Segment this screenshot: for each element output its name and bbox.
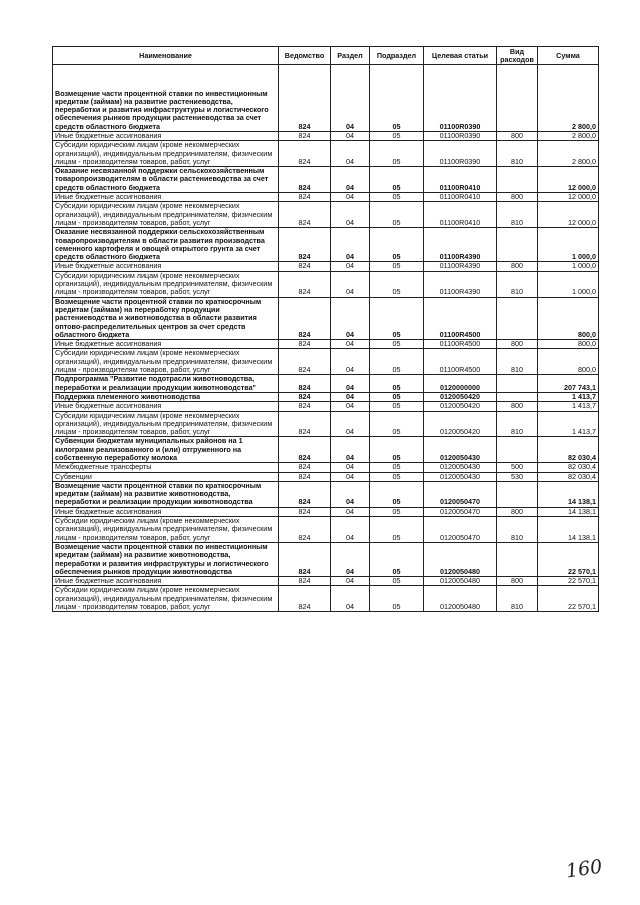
cell-name: Возмещение части процентной ставки по инвестиционным кредитам (займам) на развитие животноводства, переработки и развития инфраструктуры и логистического обеспечения рынков продукции животноводства xyxy=(53,542,279,576)
table-row xyxy=(53,65,599,132)
cell-target: 0120050470 xyxy=(424,481,497,507)
cell-target: 0120050420 xyxy=(424,411,497,437)
cell-target: 0120050470 xyxy=(424,507,497,516)
cell-dept: 824 xyxy=(279,437,331,463)
cell-target: 01100R4500 xyxy=(424,340,497,349)
cell-dept: 824 xyxy=(279,542,331,576)
cell-target: 0120050420 xyxy=(424,392,497,401)
cell-sum: 1 413,7 xyxy=(538,402,599,411)
cell-name: Субсидии юридическим лицам (кроме некоммерческих организаций), индивидуальным предпринимателям, физическим лицам - производителям товаров, работ, услуг xyxy=(53,411,279,437)
cell-dept: 824 xyxy=(279,340,331,349)
cell-name: Субвенции xyxy=(53,472,279,481)
cell-section: 04 xyxy=(331,392,370,401)
table-row xyxy=(53,271,599,297)
table-row xyxy=(53,392,599,401)
cell-section: 04 xyxy=(331,340,370,349)
table-row xyxy=(53,517,599,543)
cell-expense xyxy=(497,297,538,339)
cell-subsection: 05 xyxy=(370,542,424,576)
cell-section: 04 xyxy=(331,349,370,375)
cell-subsection: 05 xyxy=(370,586,424,612)
cell-dept: 824 xyxy=(279,507,331,516)
cell-section: 04 xyxy=(331,437,370,463)
cell-section: 04 xyxy=(331,65,370,132)
cell-target: 0120050480 xyxy=(424,577,497,586)
table-body xyxy=(53,65,599,612)
cell-name: Оказание несвязанной поддержки сельскохозяйственным товаропроизводителям в области развития производства семенного картофеля и овощей открытого грунта за счет средств областного бюджета xyxy=(53,228,279,262)
cell-dept: 824 xyxy=(279,141,331,167)
cell-subsection: 05 xyxy=(370,472,424,481)
header-name: Наименование xyxy=(53,47,279,65)
cell-dept: 824 xyxy=(279,202,331,228)
cell-expense xyxy=(497,542,538,576)
cell-expense: 800 xyxy=(497,262,538,271)
cell-target: 0120050430 xyxy=(424,463,497,472)
cell-section: 04 xyxy=(331,542,370,576)
cell-sum: 2 800,0 xyxy=(538,141,599,167)
table-header-row xyxy=(53,47,599,65)
cell-subsection: 05 xyxy=(370,167,424,193)
cell-target: 0120050470 xyxy=(424,517,497,543)
cell-target: 0120050430 xyxy=(424,437,497,463)
cell-dept: 824 xyxy=(279,481,331,507)
cell-name: Субсидии юридическим лицам (кроме некоммерческих организаций), индивидуальным предпринимателям, физическим лицам - производителям товаров, работ, услуг xyxy=(53,202,279,228)
cell-section: 04 xyxy=(331,375,370,393)
table-row xyxy=(53,262,599,271)
cell-section: 04 xyxy=(331,507,370,516)
cell-section: 04 xyxy=(331,193,370,202)
table-row xyxy=(53,141,599,167)
cell-target: 01100R0390 xyxy=(424,141,497,167)
cell-expense: 800 xyxy=(497,340,538,349)
cell-section: 04 xyxy=(331,577,370,586)
cell-section: 04 xyxy=(331,517,370,543)
table-row xyxy=(53,481,599,507)
cell-dept: 824 xyxy=(279,517,331,543)
cell-dept: 824 xyxy=(279,193,331,202)
table-row xyxy=(53,507,599,516)
table-row xyxy=(53,472,599,481)
cell-subsection: 05 xyxy=(370,437,424,463)
cell-expense: 800 xyxy=(497,132,538,141)
cell-name: Оказание несвязанной поддержки сельскохозяйственным товаропроизводителям в области растениеводства за счет средств областного бюджета xyxy=(53,167,279,193)
table-row xyxy=(53,167,599,193)
cell-expense: 810 xyxy=(497,141,538,167)
table-row xyxy=(53,402,599,411)
cell-name: Иные бюджетные ассигнования xyxy=(53,402,279,411)
cell-name: Субсидии юридическим лицам (кроме некоммерческих организаций), индивидуальным предпринимателям, физическим лицам - производителям товаров, работ, услуг xyxy=(53,586,279,612)
cell-subsection: 05 xyxy=(370,262,424,271)
cell-subsection: 05 xyxy=(370,411,424,437)
cell-target: 0120050480 xyxy=(424,542,497,576)
cell-name: Поддержка племенного животноводства xyxy=(53,392,279,401)
cell-name: Иные бюджетные ассигнования xyxy=(53,507,279,516)
cell-subsection: 05 xyxy=(370,202,424,228)
cell-subsection: 05 xyxy=(370,340,424,349)
cell-expense: 800 xyxy=(497,193,538,202)
cell-section: 04 xyxy=(331,262,370,271)
header-target: Целевая статьи xyxy=(424,47,497,65)
cell-dept: 824 xyxy=(279,132,331,141)
cell-section: 04 xyxy=(331,271,370,297)
cell-section: 04 xyxy=(331,202,370,228)
cell-section: 04 xyxy=(331,132,370,141)
cell-name: Возмещение части процентной ставки по краткосрочным кредитам (займам) на развитие животноводства, переработки и реализации продукции животноводства xyxy=(53,481,279,507)
table-row xyxy=(53,340,599,349)
table-row xyxy=(53,586,599,612)
cell-sum: 207 743,1 xyxy=(538,375,599,393)
cell-sum: 12 000,0 xyxy=(538,167,599,193)
table-row xyxy=(53,132,599,141)
table-row xyxy=(53,463,599,472)
cell-dept: 824 xyxy=(279,65,331,132)
cell-subsection: 05 xyxy=(370,141,424,167)
cell-dept: 824 xyxy=(279,297,331,339)
cell-sum: 800,0 xyxy=(538,297,599,339)
cell-expense xyxy=(497,481,538,507)
cell-sum: 2 800,0 xyxy=(538,132,599,141)
cell-section: 04 xyxy=(331,481,370,507)
cell-section: 04 xyxy=(331,586,370,612)
cell-sum: 82 030,4 xyxy=(538,463,599,472)
cell-section: 04 xyxy=(331,141,370,167)
cell-dept: 824 xyxy=(279,375,331,393)
table-row xyxy=(53,202,599,228)
cell-subsection: 05 xyxy=(370,349,424,375)
table-row xyxy=(53,297,599,339)
cell-dept: 824 xyxy=(279,167,331,193)
cell-section: 04 xyxy=(331,297,370,339)
table-row xyxy=(53,411,599,437)
cell-target: 01100R4500 xyxy=(424,349,497,375)
cell-name: Межбюджетные трансферты xyxy=(53,463,279,472)
cell-expense xyxy=(497,392,538,401)
cell-sum: 14 138,1 xyxy=(538,517,599,543)
cell-dept: 824 xyxy=(279,402,331,411)
cell-section: 04 xyxy=(331,411,370,437)
cell-sum: 12 000,0 xyxy=(538,202,599,228)
cell-name: Иные бюджетные ассигнования xyxy=(53,132,279,141)
cell-dept: 824 xyxy=(279,271,331,297)
cell-target: 0120050430 xyxy=(424,472,497,481)
cell-name: Иные бюджетные ассигнования xyxy=(53,193,279,202)
cell-section: 04 xyxy=(331,463,370,472)
cell-sum: 1 000,0 xyxy=(538,271,599,297)
budget-table xyxy=(52,46,599,612)
cell-name: Субсидии юридическим лицам (кроме некоммерческих организаций), индивидуальным предпринимателям, физическим лицам - производителям товаров, работ, услуг xyxy=(53,271,279,297)
table-row xyxy=(53,577,599,586)
cell-dept: 824 xyxy=(279,411,331,437)
cell-expense: 810 xyxy=(497,517,538,543)
cell-sum: 22 570,1 xyxy=(538,586,599,612)
cell-sum: 1 413,7 xyxy=(538,392,599,401)
cell-expense: 810 xyxy=(497,411,538,437)
cell-target: 01100R0390 xyxy=(424,132,497,141)
cell-expense: 800 xyxy=(497,402,538,411)
cell-subsection: 05 xyxy=(370,577,424,586)
cell-subsection: 05 xyxy=(370,375,424,393)
cell-target: 0120050480 xyxy=(424,586,497,612)
cell-expense xyxy=(497,375,538,393)
cell-section: 04 xyxy=(331,228,370,262)
header-dept: Ведомство xyxy=(279,47,331,65)
cell-target: 01100R0410 xyxy=(424,193,497,202)
header-subsection: Подраздел xyxy=(370,47,424,65)
cell-expense: 500 xyxy=(497,463,538,472)
cell-dept: 824 xyxy=(279,472,331,481)
cell-subsection: 05 xyxy=(370,402,424,411)
cell-target: 01100R4390 xyxy=(424,271,497,297)
cell-name: Субсидии юридическим лицам (кроме некоммерческих организаций), индивидуальным предпринимателям, физическим лицам - производителям товаров, работ, услуг xyxy=(53,141,279,167)
cell-expense xyxy=(497,437,538,463)
cell-dept: 824 xyxy=(279,392,331,401)
cell-expense xyxy=(497,167,538,193)
table-row xyxy=(53,228,599,262)
cell-expense: 810 xyxy=(497,271,538,297)
cell-sum: 82 030,4 xyxy=(538,472,599,481)
cell-dept: 824 xyxy=(279,228,331,262)
cell-name: Субсидии юридическим лицам (кроме некоммерческих организаций), индивидуальным предпринимателям, физическим лицам - производителям товаров, работ, услуг xyxy=(53,517,279,543)
table-row xyxy=(53,349,599,375)
cell-sum: 1 000,0 xyxy=(538,228,599,262)
cell-section: 04 xyxy=(331,167,370,193)
cell-subsection: 05 xyxy=(370,65,424,132)
cell-target: 01100R0390 xyxy=(424,65,497,132)
cell-sum: 2 800,0 xyxy=(538,65,599,132)
cell-target: 01100R0410 xyxy=(424,202,497,228)
cell-subsection: 05 xyxy=(370,193,424,202)
cell-name: Иные бюджетные ассигнования xyxy=(53,577,279,586)
cell-section: 04 xyxy=(331,402,370,411)
table-row xyxy=(53,193,599,202)
table-row xyxy=(53,375,599,393)
cell-sum: 22 570,1 xyxy=(538,577,599,586)
cell-subsection: 05 xyxy=(370,132,424,141)
cell-sum: 1 000,0 xyxy=(538,262,599,271)
cell-name: Субсидии юридическим лицам (кроме некоммерческих организаций), индивидуальным предпринимателям, физическим лицам - производителям товаров, работ, услуг xyxy=(53,349,279,375)
cell-sum: 12 000,0 xyxy=(538,193,599,202)
cell-expense: 810 xyxy=(497,349,538,375)
cell-subsection: 05 xyxy=(370,297,424,339)
cell-expense: 810 xyxy=(497,202,538,228)
cell-name: Возмещение части процентной ставки по инвестиционным кредитам (займам) на развитие растениеводства, переработки и развития инфраструктуры и логистического обеспечения рынков продукции растениеводства за счет средств областного бюджета xyxy=(53,65,279,132)
cell-sum: 800,0 xyxy=(538,340,599,349)
cell-name: Подпрограмма "Развитие подотрасли животноводства, переработки и реализации продукции животноводства" xyxy=(53,375,279,393)
cell-name: Иные бюджетные ассигнования xyxy=(53,262,279,271)
cell-dept: 824 xyxy=(279,463,331,472)
cell-dept: 824 xyxy=(279,349,331,375)
cell-sum: 800,0 xyxy=(538,349,599,375)
cell-section: 04 xyxy=(331,472,370,481)
cell-dept: 824 xyxy=(279,262,331,271)
cell-expense: 810 xyxy=(497,586,538,612)
cell-target: 01100R0410 xyxy=(424,167,497,193)
cell-subsection: 05 xyxy=(370,481,424,507)
cell-dept: 824 xyxy=(279,577,331,586)
cell-name: Иные бюджетные ассигнования xyxy=(53,340,279,349)
cell-target: 0120050420 xyxy=(424,402,497,411)
cell-subsection: 05 xyxy=(370,271,424,297)
page-number: 160 xyxy=(564,855,604,883)
cell-target: 01100R4390 xyxy=(424,228,497,262)
cell-dept: 824 xyxy=(279,586,331,612)
cell-subsection: 05 xyxy=(370,392,424,401)
table-row xyxy=(53,437,599,463)
cell-expense: 530 xyxy=(497,472,538,481)
cell-expense xyxy=(497,228,538,262)
cell-sum: 82 030,4 xyxy=(538,437,599,463)
cell-name: Возмещение части процентной ставки по краткосрочным кредитам (займам) на переработку продукции растениеводства и животноводства в области развития оптово-распределительных центров за счет средств областного бюджета xyxy=(53,297,279,339)
table-row xyxy=(53,542,599,576)
cell-expense: 800 xyxy=(497,577,538,586)
header-expense: Вид расходов xyxy=(497,47,538,65)
cell-sum: 1 413,7 xyxy=(538,411,599,437)
cell-expense xyxy=(497,65,538,132)
header-section: Раздел xyxy=(331,47,370,65)
cell-target: 01100R4390 xyxy=(424,262,497,271)
header-sum: Сумма xyxy=(538,47,599,65)
cell-sum: 22 570,1 xyxy=(538,542,599,576)
cell-subsection: 05 xyxy=(370,228,424,262)
cell-target: 0120000000 xyxy=(424,375,497,393)
cell-subsection: 05 xyxy=(370,507,424,516)
cell-subsection: 05 xyxy=(370,517,424,543)
cell-target: 01100R4500 xyxy=(424,297,497,339)
cell-sum: 14 138,1 xyxy=(538,481,599,507)
cell-expense: 800 xyxy=(497,507,538,516)
cell-subsection: 05 xyxy=(370,463,424,472)
cell-name: Субвенции бюджетам муниципальных районов на 1 килограмм реализованного и (или) отгруженного на собственную переработку молока xyxy=(53,437,279,463)
cell-sum: 14 138,1 xyxy=(538,507,599,516)
